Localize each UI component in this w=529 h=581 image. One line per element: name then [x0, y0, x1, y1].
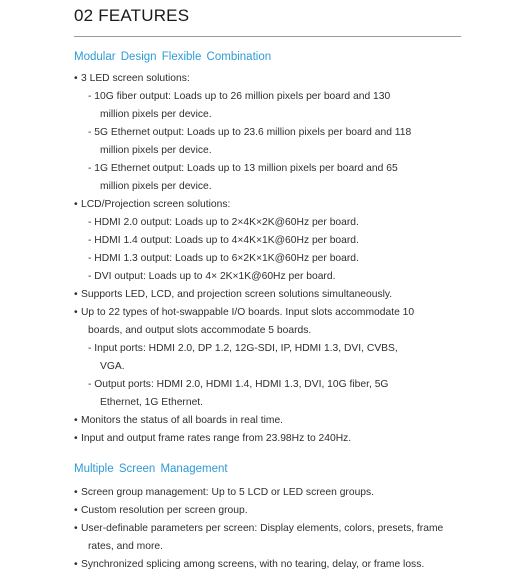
bullet-marker: •	[74, 199, 78, 210]
feature-sub-item: - HDMI 1.4 output: Loads up to 4×4K×1K@60Hz per board.	[88, 235, 359, 246]
bullet-marker: •	[74, 307, 78, 318]
feature-bullet	[74, 304, 469, 322]
feature-text: LCD/Projection screen solutions:	[81, 199, 231, 210]
bullet-marker: •	[74, 415, 78, 426]
feature-bullet	[74, 556, 469, 574]
feature-sub-item: - HDMI 2.0 output: Loads up to 2×4K×2K@60Hz per board.	[88, 217, 359, 228]
feature-bullet	[74, 286, 469, 304]
feature-text: Synchronized splicing among screens, with no tearing, delay, or frame loss.	[81, 559, 425, 570]
feature-list	[74, 70, 469, 448]
feature-bullet	[74, 520, 469, 538]
feature-sub-item: - DVI output: Loads up to 4× 2K×1K@60Hz per board.	[88, 271, 336, 282]
feature-text: Monitors the status of all boards in real time.	[81, 415, 284, 426]
feature-bullet	[74, 196, 469, 214]
feature-continuation: boards, and output slots accommodate 5 boards.	[88, 325, 312, 336]
bullet-marker: •	[74, 505, 78, 516]
bullet-marker: •	[74, 289, 78, 300]
page-title: 02 FEATURES	[74, 6, 190, 25]
section-title: Modular Design Flexible Combination	[74, 51, 272, 63]
bullet-marker: •	[74, 73, 78, 84]
feature-bullet	[74, 484, 469, 502]
bullet-marker: •	[74, 559, 78, 570]
feature-text: Screen group management: Up to 5 LCD or LED screen groups.	[81, 487, 375, 498]
bullet-marker: •	[74, 523, 78, 534]
bullet-marker: •	[74, 433, 78, 444]
bullet-marker: •	[74, 487, 78, 498]
feature-bullet	[74, 70, 469, 88]
title-divider	[74, 36, 461, 37]
feature-continuation: million pixels per device.	[100, 145, 212, 156]
feature-text: Custom resolution per screen group.	[81, 505, 248, 516]
feature-continuation: million pixels per device.	[100, 109, 212, 120]
feature-continuation: rates, and more.	[88, 541, 163, 552]
feature-sub-item: - Input ports: HDMI 2.0, DP 1.2, 12G-SDI, IP, HDMI 1.3, DVI, CVBS,	[88, 343, 398, 354]
feature-text: Up to 22 types of hot-swappable I/O boards. Input slots accommodate 10	[81, 307, 415, 318]
feature-text: Supports LED, LCD, and projection screen solutions simultaneously.	[81, 289, 393, 300]
feature-text: Input and output frame rates range from 23.98Hz to 240Hz.	[81, 433, 352, 444]
feature-text: User-definable parameters per screen: Display elements, colors, presets, frame	[81, 523, 444, 534]
feature-bullet	[74, 412, 469, 430]
feature-text: 3 LED screen solutions:	[81, 73, 190, 84]
feature-bullet	[74, 430, 469, 448]
section-title: Multiple Screen Management	[74, 463, 228, 475]
feature-sub-item: - Output ports: HDMI 2.0, HDMI 1.4, HDMI 1.3, DVI, 10G fiber, 5G	[88, 379, 389, 390]
feature-continuation: Ethernet, 1G Ethernet.	[100, 397, 204, 408]
feature-continuation: VGA.	[100, 361, 125, 372]
feature-sub-item: - HDMI 1.3 output: Loads up to 6×2K×1K@60Hz per board.	[88, 253, 359, 264]
feature-list	[74, 484, 469, 574]
feature-continuation: million pixels per device.	[100, 181, 212, 192]
section-modular-design	[74, 49, 469, 448]
feature-sub-item: - 1G Ethernet output: Loads up to 13 million pixels per board and 65	[88, 163, 398, 174]
feature-sub-item: - 10G fiber output: Loads up to 26 million pixels per board and 130	[88, 91, 391, 102]
feature-bullet	[74, 502, 469, 520]
feature-sub-item: - 5G Ethernet output: Loads up to 23.6 million pixels per board and 118	[88, 127, 412, 138]
section-multiple-screen-management	[74, 461, 469, 574]
